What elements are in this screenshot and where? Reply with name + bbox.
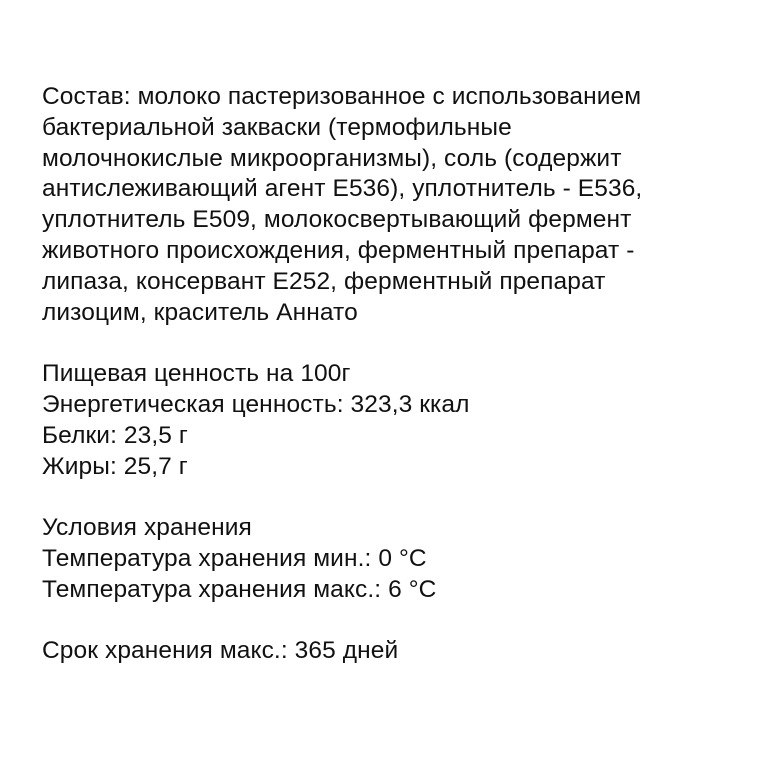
composition-line: бактериальной закваски (термофильные (42, 113, 512, 141)
composition-line: животного происхождения, ферментный препарат - (42, 236, 635, 264)
shelf-life-section (42, 636, 742, 667)
shelf-life-text: Срок хранения макс.: 365 дней (42, 637, 399, 665)
nutrition-title: Пищевая ценность на 100г (42, 360, 351, 388)
product-info-document (42, 82, 742, 698)
fat-value: Жиры: 25,7 г (42, 452, 188, 480)
storage-title: Условия хранения (42, 514, 252, 542)
storage-temp-min: Температура хранения мин.: 0 °C (42, 544, 427, 572)
composition-line: лизоцим, краситель Аннато (42, 298, 358, 326)
energy-value: Энергетическая ценность: 323,3 ккал (42, 390, 470, 418)
composition-line: молочнокислые микроорганизмы), соль (содержит (42, 144, 622, 172)
nutrition-section (42, 359, 742, 482)
storage-section (42, 513, 742, 605)
protein-value: Белки: 23,5 г (42, 421, 188, 449)
composition-line: уплотнитель E509, молокосвертывающий фермент (42, 206, 632, 234)
composition-line: Состав: молоко пастеризованное с использованием (42, 83, 642, 110)
composition-section (42, 82, 742, 328)
composition-line: липаза, консервант E252, ферментный препарат (42, 267, 606, 295)
composition-line: антислеживающий агент E536), уплотнитель - E536, (42, 175, 643, 203)
storage-temp-max: Температура хранения макс.: 6 °C (42, 575, 437, 603)
